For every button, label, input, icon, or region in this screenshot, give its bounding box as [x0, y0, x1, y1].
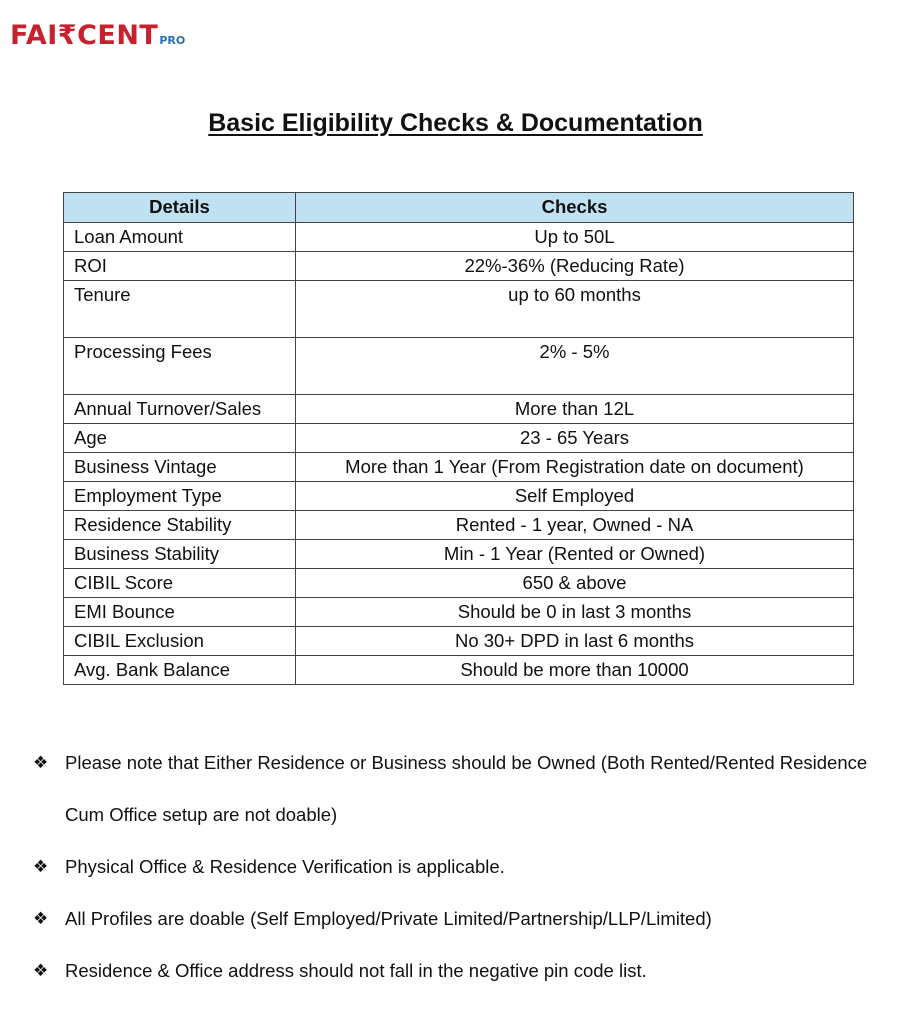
check-cell: up to 60 months	[296, 281, 854, 338]
detail-cell: Residence Stability	[64, 511, 296, 540]
logo-wordmark: FAI₹CENT	[10, 20, 159, 51]
logo-pro-label: PRO	[159, 34, 186, 47]
diamond-bullet-icon: ❖	[33, 857, 49, 876]
detail-cell: CIBIL Exclusion	[64, 627, 296, 656]
detail-cell: Business Stability	[64, 540, 296, 569]
table-row	[64, 511, 854, 540]
detail-cell: Business Vintage	[64, 453, 296, 482]
faircent-pro-logo	[10, 20, 185, 51]
list-item	[33, 737, 893, 841]
note-text: Please note that Either Residence or Business should be Owned (Both Rented/Rented Residence Cum Office setup are not doable)	[65, 752, 868, 825]
check-cell: No 30+ DPD in last 6 months	[296, 627, 854, 656]
list-item	[33, 841, 893, 893]
detail-cell: ROI	[64, 252, 296, 281]
check-cell: Should be more than 10000	[296, 656, 854, 685]
table-row	[64, 656, 854, 685]
detail-cell: Annual Turnover/Sales	[64, 395, 296, 424]
note-text: Residence & Office address should not fall in the negative pin code list.	[65, 960, 647, 981]
detail-cell: Avg. Bank Balance	[64, 656, 296, 685]
notes-list	[33, 737, 893, 997]
column-header-details: Details	[64, 193, 296, 223]
table-row	[64, 569, 854, 598]
table-row	[64, 424, 854, 453]
check-cell: 650 & above	[296, 569, 854, 598]
table-row	[64, 281, 854, 338]
column-header-checks: Checks	[296, 193, 854, 223]
table-row	[64, 223, 854, 252]
table-row	[64, 598, 854, 627]
check-cell: More than 1 Year (From Registration date on document)	[296, 453, 854, 482]
list-item	[33, 893, 893, 945]
diamond-bullet-icon: ❖	[33, 909, 49, 928]
note-text: Physical Office & Residence Verification is applicable.	[65, 856, 505, 877]
table-row	[64, 252, 854, 281]
detail-cell: EMI Bounce	[64, 598, 296, 627]
diamond-bullet-icon: ❖	[33, 961, 49, 980]
check-cell: 2% - 5%	[296, 338, 854, 395]
check-cell: Self Employed	[296, 482, 854, 511]
table-row	[64, 453, 854, 482]
table-row	[64, 338, 854, 395]
check-cell: 22%-36% (Reducing Rate)	[296, 252, 854, 281]
detail-cell: Age	[64, 424, 296, 453]
detail-cell: Employment Type	[64, 482, 296, 511]
diamond-bullet-icon: ❖	[33, 753, 49, 772]
eligibility-table	[63, 192, 854, 685]
note-text: All Profiles are doable (Self Employed/Private Limited/Partnership/LLP/Limited)	[65, 908, 712, 929]
check-cell: Min - 1 Year (Rented or Owned)	[296, 540, 854, 569]
check-cell: More than 12L	[296, 395, 854, 424]
detail-cell: Loan Amount	[64, 223, 296, 252]
table-row	[64, 540, 854, 569]
check-cell: Rented - 1 year, Owned - NA	[296, 511, 854, 540]
detail-cell: Tenure	[64, 281, 296, 338]
table-header-row	[64, 193, 854, 223]
check-cell: Should be 0 in last 3 months	[296, 598, 854, 627]
detail-cell: CIBIL Score	[64, 569, 296, 598]
table-row	[64, 395, 854, 424]
table-row	[64, 482, 854, 511]
check-cell: 23 - 65 Years	[296, 424, 854, 453]
check-cell: Up to 50L	[296, 223, 854, 252]
list-item	[33, 945, 893, 997]
detail-cell: Processing Fees	[64, 338, 296, 395]
page-title: Basic Eligibility Checks & Documentation	[208, 109, 703, 137]
table-row	[64, 627, 854, 656]
